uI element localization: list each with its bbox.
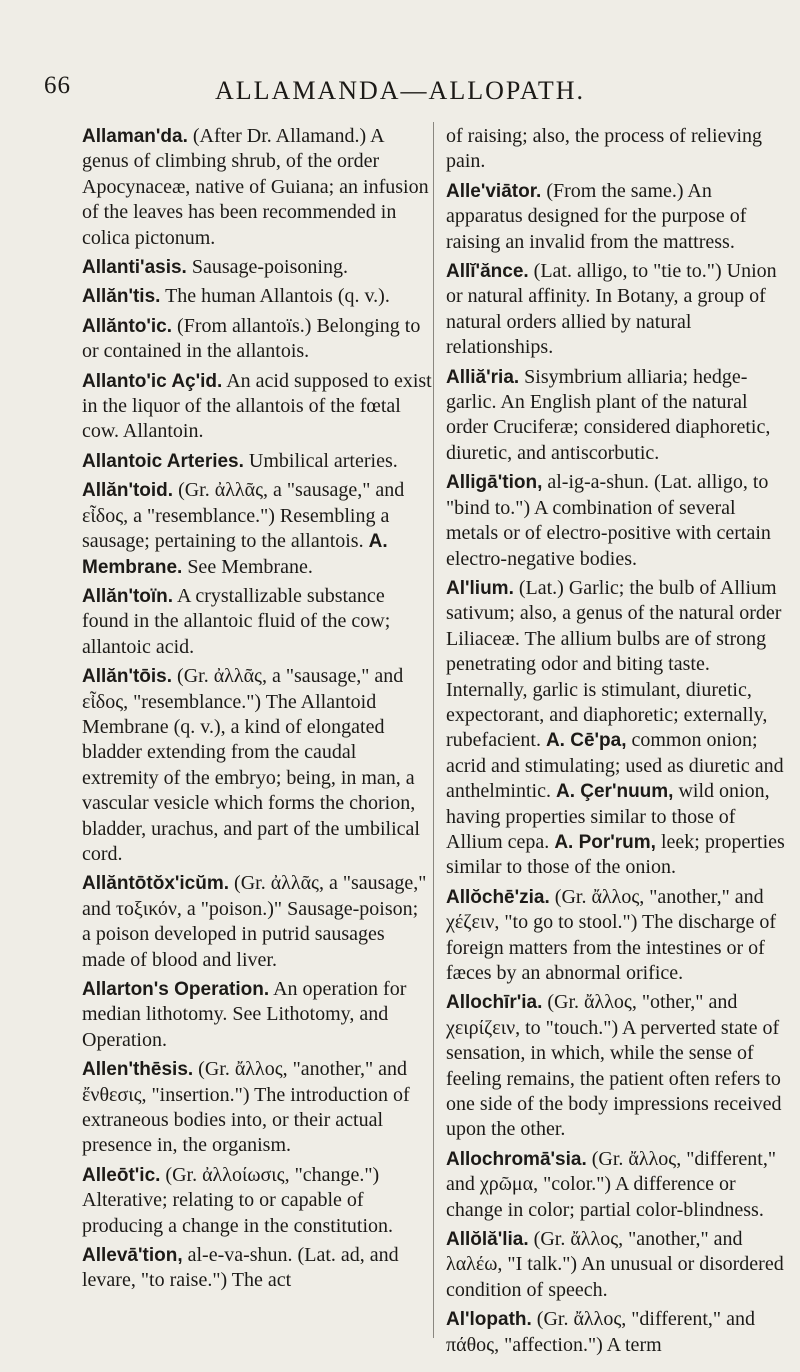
dictionary-entry xyxy=(82,369,432,445)
column-rule xyxy=(433,122,434,1338)
entry-subtext: leek; properties similar to those of the onion. xyxy=(446,830,785,879)
dictionary-entry xyxy=(446,365,788,467)
dictionary-entry xyxy=(82,449,432,474)
entry-subheadword: A. Membrane. xyxy=(82,531,388,578)
dictionary-entry xyxy=(82,664,432,867)
entry-headword: Allantoic Arteries. xyxy=(82,450,244,472)
entry-headword: Allăn'tis. xyxy=(82,286,161,308)
entry-text: A crystallizable substance found in the allantoic fluid of the cow; allantoic acid. xyxy=(82,584,391,658)
running-head: ALLAMANDA—ALLOPATH. xyxy=(215,76,585,105)
dictionary-entry xyxy=(446,259,788,361)
entry-text: (After Dr. Allamand.) A genus of climbing shrub, of the order Apocynaceæ, native of Guiana; an infusion of the leaves has been recommended in colica pictonum. xyxy=(82,125,429,249)
entry-text: (Gr. ἄλλος, "another," and λαλέω, "I talk.") An unusual or disordered condition of speech. xyxy=(446,1228,784,1301)
entry-headword: Allĭ'ănce. xyxy=(446,261,529,283)
entry-headword: Allochīr'ia. xyxy=(446,992,543,1014)
entry-text: (Gr. ἄλλος, "different," and χρῶμα, "color.") A difference or change in color; partial color-blindness. xyxy=(446,1147,777,1221)
dictionary-entry xyxy=(446,576,788,881)
dictionary-entry xyxy=(82,124,432,251)
dictionary-entry xyxy=(446,885,788,987)
dictionary-entry xyxy=(82,1057,432,1159)
entry-text: (Lat. alligo, to "tie to.") Union or natural affinity. In Botany, a group of natural orders allied by natural relationships. xyxy=(446,260,777,359)
right-column xyxy=(446,124,788,1362)
entry-text: of raising; also, the process of relieving pain. xyxy=(446,125,763,173)
entry-text: (Lat.) Garlic; the bulb of Allium sativum; also, a genus of the natural order Liliaceæ. The allium bulbs are of strong penetrating odor and biting taste. Internally, garlic is stimulant, diuretic, expectorant, and diaphoretic; externally, rubefacient. xyxy=(446,576,782,752)
dictionary-entry xyxy=(82,977,432,1053)
entry-text: (Gr. ἀλλᾶς, a "sausage," and τοξικόν, a "poison.)" Sausage-poison; a poison developed in putrid sausages made of blood and liver. xyxy=(82,872,427,971)
entry-subtext: wild onion, having properties similar to those of Allium cepa. xyxy=(446,780,770,853)
entry-headword: Allăn'toid. xyxy=(82,480,174,502)
entry-headword: Allanto'ic Aç'id. xyxy=(82,370,223,392)
entry-headword: Al'lopath. xyxy=(446,1309,532,1331)
dictionary-entry xyxy=(446,124,788,175)
entry-text: Sisymbrium alliaria; hedge-garlic. An English plant of the natural order Cruciferæ; considered diaphoretic, diuretic, and antiscorbutic. xyxy=(446,365,771,464)
entry-text: (Gr. ἀλλᾶς, a "sausage," and εἶδος, "resemblance.") The Allantoid Membrane (q. v.), a kind of elongated bladder extending from the caudal extremity of the embryo; being, in man, a vascular vesicle which forms the chorion, bladder, urachus, and part of the umbilical cord. xyxy=(82,665,420,865)
entry-headword: Allanti'asis. xyxy=(82,257,187,279)
dictionary-entry xyxy=(446,470,788,572)
entry-headword: Alliă'ria. xyxy=(446,366,520,388)
entry-subheadword: A. Çer'nuum, xyxy=(555,781,674,803)
entry-headword: Allŏlă'lia. xyxy=(446,1229,529,1251)
dictionary-entry xyxy=(82,871,432,973)
entry-headword: Allăn'tōis. xyxy=(82,666,173,688)
entry-headword: Allŏchē'zia. xyxy=(446,886,550,908)
entry-headword: Alleōt'ic. xyxy=(82,1164,161,1186)
entry-text: (From the same.) An apparatus designed for the purpose of raising an invalid from the mattress. xyxy=(446,179,747,253)
entry-text: An acid supposed to exist in the liquor of the allantois of the fœtal cow. Allantoin. xyxy=(82,369,432,443)
entry-subtext: common onion; acrid and stimulating; used as diuretic and anthelmintic. xyxy=(446,729,784,803)
dictionary-entry xyxy=(446,990,788,1142)
dictionary-entry xyxy=(446,1227,788,1303)
entry-text: (Gr. ἄλλος, "another," and ἔνθεσις, "insertion.") The introduction of extraneous bodies into, or their actual presence in, the organism. xyxy=(82,1058,410,1157)
dictionary-entry xyxy=(82,1243,432,1294)
dictionary-entry xyxy=(82,1163,432,1239)
page-number: 66 xyxy=(44,72,71,99)
entry-text: (Gr. ἄλλος, "different," and πάθος, "affection.") A term xyxy=(446,1308,755,1356)
entry-text: (Gr. ἄλλος, "other," and χειρίζειν, to "touch.") A perverted state of sensation, in which, while the sense of feeling remains, the patient often refers to one side of the body impressions received upon the other. xyxy=(446,991,782,1141)
entry-headword: Allochromā'sia. xyxy=(446,1148,587,1170)
dictionary-entry xyxy=(82,314,432,365)
entry-headword: Allaman'da. xyxy=(82,126,188,147)
entry-headword: Allen'thēsis. xyxy=(82,1059,194,1081)
entry-headword: Allănto'ic. xyxy=(82,315,173,337)
dictionary-entry xyxy=(82,255,432,280)
entry-subheadword: A. Cē'pa, xyxy=(545,730,627,752)
entry-subheadword: A. Por'rum, xyxy=(554,831,656,853)
entry-text: al-e-va-shun. (Lat. ad, and levare, "to raise.") The act xyxy=(82,1244,399,1292)
entry-text: Umbilical arteries. xyxy=(248,449,398,472)
entry-headword: Allăn'toïn. xyxy=(82,585,174,607)
dictionary-entry xyxy=(82,584,432,660)
entry-headword: Allarton's Operation. xyxy=(82,979,270,1000)
dictionary-entry xyxy=(82,284,432,309)
entry-text: (Gr. ἀλλᾶς, a "sausage," and εἶδος, a "resemblance.") Resembling a sausage; pertaining to the allantois. xyxy=(82,479,405,553)
entry-text: Sausage-poisoning. xyxy=(191,256,348,279)
entry-headword: Allăntōtŏx'icŭm. xyxy=(82,873,230,895)
entry-text: The human Allantois (q. v.). xyxy=(165,285,390,308)
entry-subtext: See Membrane. xyxy=(187,555,313,578)
entry-headword: Al'lium. xyxy=(446,577,514,599)
entry-text: (From allantoïs.) Belonging to or contained in the allantois. xyxy=(82,314,421,363)
dictionary-entry xyxy=(446,1147,788,1223)
entry-text: (Gr. ἄλλος, "another," and χέζειν, "to go to stool.") The discharge of foreign matters from the intestines or of fæces by an abnormal orifice. xyxy=(446,885,777,984)
entry-text: An operation for median lithotomy. See Lithotomy, and Operation. xyxy=(82,978,407,1051)
left-column xyxy=(82,124,432,1298)
dictionary-entry xyxy=(446,179,788,255)
entry-headword: Alligā'tion, xyxy=(446,472,543,494)
dictionary-entry xyxy=(82,478,432,580)
dictionary-entry xyxy=(446,1307,788,1358)
entry-text: al-ig-a-shun. (Lat. alligo, to "bind to.") A combination of several metals or of electro-positive with certain electro-negative bodies. xyxy=(446,471,771,570)
entry-headword: Alle'viātor. xyxy=(446,180,542,202)
entry-headword: Allevā'tion, xyxy=(82,1245,183,1267)
entry-text: (Gr. ἀλλοίωσις, "change.") Alterative; relating to or capable of producing a change in the constitution. xyxy=(82,1163,394,1237)
